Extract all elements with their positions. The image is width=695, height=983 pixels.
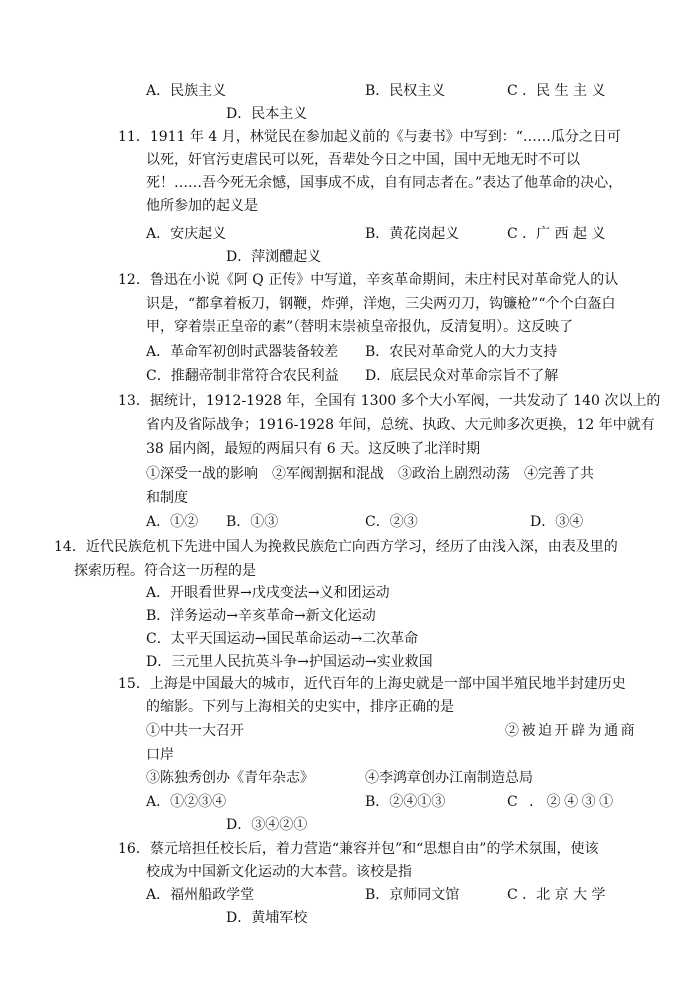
q16-stem-line-1: 16．蔡元培担任校长后，着力营造“兼容并包”和“思想自由”的学术氛围，使该 xyxy=(118,841,599,857)
q14-stem-line-1: 14．近代民族危机下先进中国人为挽救民族危亡向西方学习，经历了由浅入深，由表及里的 xyxy=(54,539,618,555)
q15-option-d: D．③④②① xyxy=(226,817,308,833)
q12-stem-line-3: 甲，穿着崇正皇帝的素”（替明末崇祯皇帝报仇，反清复明）。这反映了 xyxy=(146,319,574,335)
q15-item-2: ②被迫开辟为通商 xyxy=(505,723,638,739)
q15-item-2-cont: 口岸 xyxy=(146,747,174,763)
q16-option-b: B．京师同文馆 xyxy=(365,887,460,903)
q14-stem-line-2: 探索历程。符合这一历程的是 xyxy=(74,563,256,579)
q15-item-4: ④李鸿章创办江南制造总局 xyxy=(365,770,533,786)
q16-option-d: D．黄埔军校 xyxy=(226,910,308,926)
q13-option-b: B．①③ xyxy=(226,514,279,530)
q11-stem-line-4: 他所参加的起义是 xyxy=(146,198,258,214)
q13-stem-line-1: 13．据统计，1912-1928 年，全国有 1300 多个大小军阀，一共发动了 140 次以上的 xyxy=(118,393,661,409)
q13-option-d: D．③④ xyxy=(530,514,584,530)
q13-option-c: C．②③ xyxy=(365,514,418,530)
q13-stem-line-2: 省内及省际战争；1916-1928 年间，总统、执政、大元帅多次更换，12 年中就有 xyxy=(146,417,655,433)
q11-option-b: B．黄花岗起义 xyxy=(365,226,460,242)
q13-option-a: A．①② xyxy=(146,514,199,530)
q11-stem-line-2: 以死，奸官污吏虐民可以死，吾辈处今日之中国，国中无地无时不可以 xyxy=(146,152,580,168)
q10-option-d: D．民本主义 xyxy=(226,106,308,122)
q16-stem-line-2: 校成为中国新文化运动的大本营。该校是指 xyxy=(146,864,412,880)
q12-option-d: D．底层民众对革命宗旨不了解 xyxy=(365,368,559,384)
q15-option-b: B．②④①③ xyxy=(365,794,446,810)
q12-stem-line-1: 12．鲁迅在小说《阿 Q 正传》中写道，辛亥革命期间，未庄村民对革命党人的认 xyxy=(118,272,619,288)
q15-item-1: ①中共一大召开 xyxy=(146,723,244,739)
q14-option-c: C．太平天国运动→国民革命运动→二次革命 xyxy=(146,631,419,647)
q12-option-a: A．革命军初创时武器装备较差 xyxy=(146,344,339,360)
q15-item-3: ③陈独秀创办《青年杂志》 xyxy=(146,770,314,786)
q15-option-c: C ．②④③① xyxy=(507,794,617,810)
q11-stem-line-3: 死！……吾今死无余憾，国事成不成，自有同志者在。”表达了他革命的决心， xyxy=(146,175,623,191)
q11-option-a: A．安庆起义 xyxy=(146,226,227,242)
q10-option-b: B．民权主义 xyxy=(365,83,446,99)
q14-option-b: B．洋务运动→辛亥革命→新文化运动 xyxy=(146,608,376,624)
q13-stem-line-3: 38 届内阁，最短的两届只有 6 天。这反映了北洋时期 xyxy=(146,441,481,457)
q13-items: ①深受一战的影响 ②军阀割据和混战 ③政治上剧烈动荡 ④完善了共 xyxy=(146,466,594,482)
q15-stem-line-1: 15．上海是中国最大的城市，近代百年的上海史就是一部中国半殖民地半封建历史 xyxy=(118,676,626,692)
q14-option-d: D．三元里人民抗英斗争→护国运动→实业救国 xyxy=(146,654,433,670)
q16-option-a: A．福州船政学堂 xyxy=(146,887,255,903)
q14-option-a: A．开眼看世界→戊戌变法→义和团运动 xyxy=(146,585,390,601)
q12-stem-line-2: 识是，“都拿着板刀，钢鞭，炸弹，洋炮，三尖两刃刀，钩镰枪”“个个白盔白 xyxy=(146,296,616,312)
q10-option-a: A．民族主义 xyxy=(146,83,227,99)
q15-option-a: A．①②③④ xyxy=(146,794,227,810)
q12-option-b: B．农民对革命党人的大力支持 xyxy=(365,344,558,360)
q13-items-cont: 和制度 xyxy=(146,490,188,506)
q11-stem-line-1: 11．1911 年 4 月，林觉民在参加起义前的《与妻书》中写到：“……瓜分之日可 xyxy=(118,129,621,145)
q16-option-c: C ．北 京 大 学 xyxy=(507,887,606,903)
q12-option-c: C．推翻帝制非常符合农民利益 xyxy=(146,368,339,384)
q11-option-d: D．萍浏醴起义 xyxy=(226,249,322,265)
q11-option-c: C ．广 西 起 义 xyxy=(507,226,606,242)
q15-stem-line-2: 的缩影。下列与上海相关的史实中，排序正确的是 xyxy=(146,699,454,715)
q10-option-c: C ．民 生 主 义 xyxy=(507,83,606,99)
